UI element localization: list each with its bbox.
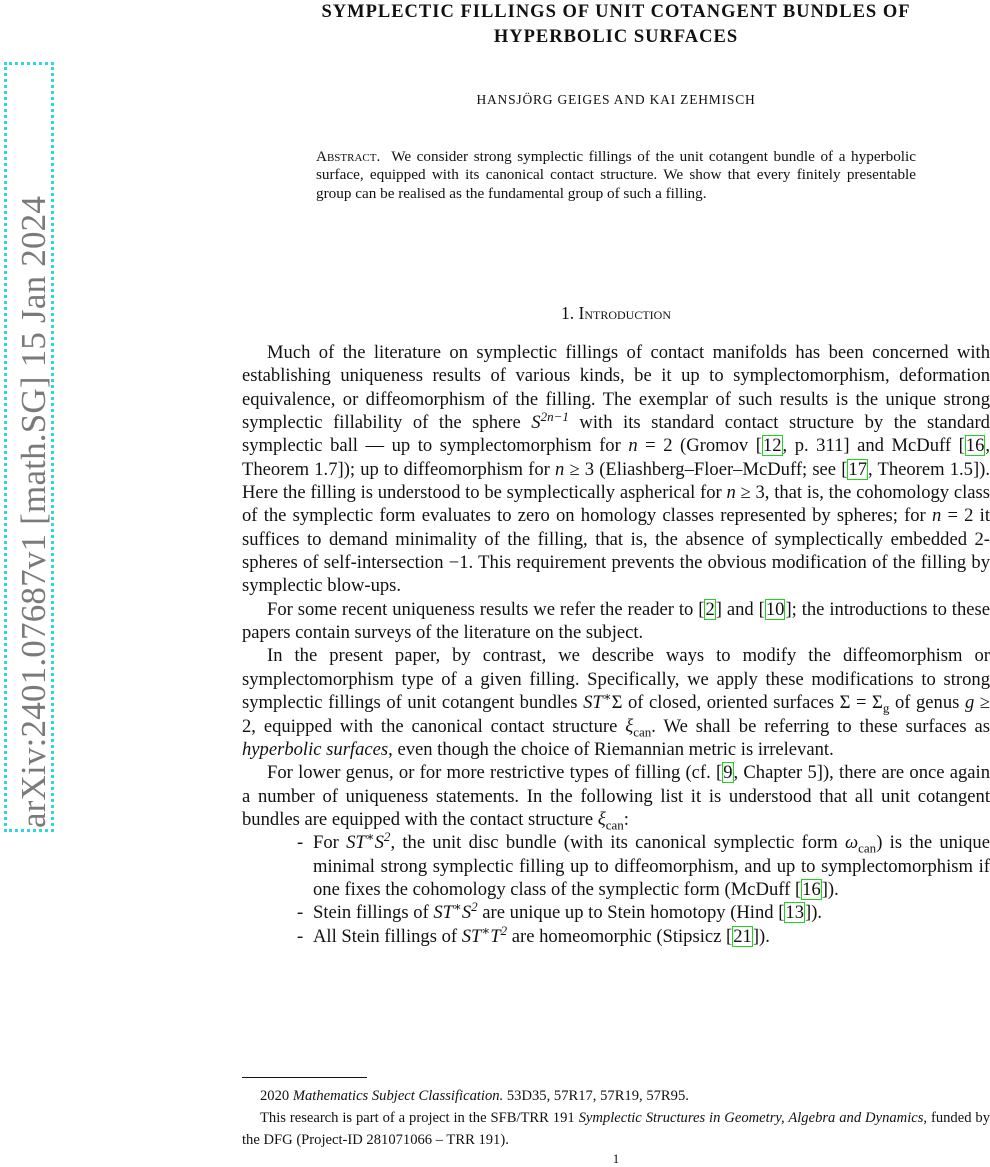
- paragraph: [242, 644, 990, 761]
- citation-link[interactable]: 2: [705, 598, 715, 620]
- abstract-label: Abstract.: [316, 148, 381, 165]
- text-run: This research is part of a project in the SFB/TRR 191: [260, 1110, 579, 1126]
- paragraphs: [242, 341, 990, 831]
- section-heading: [242, 303, 990, 324]
- paragraph: [242, 598, 990, 645]
- footnote: [242, 1085, 990, 1107]
- paragraph: [242, 341, 990, 598]
- text-run: ] and [: [715, 598, 765, 620]
- body-text: [242, 341, 990, 948]
- footnote: [242, 1107, 990, 1151]
- math: S: [531, 412, 541, 434]
- list-item: [313, 831, 990, 901]
- superscript: ∗: [452, 899, 462, 915]
- text-run: ≥ 2, equipped with the canonical contact structure: [242, 692, 990, 737]
- citation-link[interactable]: 16: [965, 435, 985, 457]
- subscript: can: [633, 724, 652, 740]
- math: ST: [346, 832, 366, 854]
- arxiv-stamp-frame: [4, 62, 54, 832]
- paper-title: [242, 0, 990, 50]
- text-run: , the unit disc bundle (with its canonical symplectic form: [390, 832, 845, 854]
- superscript: 2: [471, 899, 478, 915]
- subscript: can: [605, 817, 624, 833]
- text-run: Σ of closed, oriented surfaces Σ = Σ: [611, 692, 883, 714]
- superscript: 2n−1: [540, 408, 569, 424]
- title-line-1: SYMPLECTIC FILLINGS OF UNIT COTANGENT BUNDLES OF: [321, 2, 911, 22]
- superscript: ∗: [602, 688, 612, 704]
- text-run: , p. 311] and McDuff [: [782, 435, 965, 457]
- math: n: [726, 482, 736, 504]
- footnotes: [242, 1085, 990, 1151]
- citation-link[interactable]: 17: [848, 458, 867, 480]
- math: T: [490, 925, 501, 947]
- text-run: , Theorem 1.5]). Here the filling is understood to be symplectically aspherical for: [242, 458, 990, 504]
- text-run: ]).: [752, 925, 770, 947]
- superscript: 2: [383, 829, 391, 845]
- citation-link[interactable]: 21: [733, 925, 752, 947]
- text-run: , Chapter 5]), there are once again a number of uniqueness statements. In the following list it is understood that all unit cotangent bundles are equipped with the contact structure: [242, 762, 990, 830]
- abstract: [316, 148, 916, 203]
- text-run: 53D35, 57R17, 57R19, 57R95.: [503, 1088, 689, 1104]
- paragraph: [242, 761, 990, 831]
- text-run: ) is the unique minimal strong symplectic filling up to diffeomorphism, and up to symplectomorphism if one fixes the cohomology class of the symplectic form (McDuff [: [313, 832, 990, 900]
- text-run: = 2 (Gromov [: [637, 435, 762, 457]
- list-item: [313, 922, 990, 948]
- citation-link[interactable]: 16: [802, 878, 821, 900]
- superscript: 2: [500, 922, 508, 938]
- math: ST: [461, 925, 482, 947]
- citation-link[interactable]: 12: [762, 435, 782, 457]
- text-run: Much of the literature on symplectic fillings of contact manifolds has been concerned with establishing uniqueness results of various kinds, be it up to symplectomorphism, deformation equivalence, or diffeomorphism of the filling. The exemplar of such results is the unique strong symplectic fillability of the sphere: [242, 342, 990, 434]
- text-run: , even though the choice of Riemannian metric is irrelevant.: [388, 738, 834, 760]
- text-run: ≥ 3, that is, the cohomology class of the symplectic form evaluates to zero on homology classes represented by spheres; for: [242, 482, 990, 527]
- math: ω: [844, 832, 859, 854]
- page-number: 1: [612, 1151, 620, 1166]
- text-run: For some recent uniqueness results we refer the reader to [: [267, 598, 705, 620]
- math: S: [461, 902, 472, 924]
- authors: HANSJÖRG GEIGES AND KAI ZEHMISCH: [476, 92, 756, 107]
- text-run: of genus: [889, 692, 965, 714]
- text-run: are homeomorphic (Stipsicz [: [507, 925, 733, 947]
- text-run: ≥ 3 (Eliashberg–Floer–McDuff; see [: [564, 458, 848, 480]
- superscript: ∗: [481, 922, 491, 938]
- text-run: , Theorem 1.7]); up to diffeomorphism for: [242, 435, 990, 480]
- math: ξ: [625, 715, 634, 737]
- math: ST: [583, 692, 603, 714]
- arxiv-stamp: arXiv:2401.07687v1 [math.SG] 15 Jan 2024: [14, 195, 53, 829]
- subscript: g: [882, 700, 890, 716]
- citation-link[interactable]: 13: [785, 902, 805, 924]
- section-title: 1. Introduction: [561, 303, 671, 323]
- text-run: All Stein fillings of: [313, 925, 462, 947]
- text-run: are unique up to Stein homotopy (Hind [: [477, 902, 785, 924]
- uniqueness-list: [242, 831, 990, 948]
- abstract-text: We consider strong symplectic fillings of the unit cotangent bundle of a hyperbolic surface, equipped with its canonical contact structure. We show that every finitely presentable group can be realised as the fundamental group of such a filling.: [316, 148, 916, 202]
- citation-link[interactable]: 9: [723, 762, 733, 784]
- superscript: ∗: [365, 829, 375, 845]
- math: n: [628, 435, 638, 457]
- text-run: = 2 it suffices to demand minimality of the filling, that is, the absence of symplectically embedded 2-spheres of self-intersection −1. This requirement prevents the obvious modification of the filling by symplectic blow-ups.: [242, 505, 990, 597]
- emphasis: Mathematics Subject Classification.: [292, 1088, 504, 1104]
- emphasis: Symplectic Structures in Geometry, Algebra and Dynamics: [578, 1110, 924, 1126]
- text-run: , funded by the DFG (Project-ID 281071066 – TRR 191).: [242, 1110, 990, 1148]
- emphasis: hyperbolic surfaces: [242, 738, 389, 760]
- math: ξ: [597, 808, 606, 830]
- math: ST: [433, 902, 453, 924]
- text-run: For: [313, 832, 347, 854]
- title-line-2: HYPERBOLIC SURFACES: [493, 27, 739, 47]
- text-run: Stein fillings of: [313, 902, 434, 924]
- math: S: [374, 832, 384, 854]
- text-run: ]; the introductions to these papers contain surveys of the literature on the subject.: [242, 598, 990, 644]
- text-run: ]).: [805, 902, 823, 924]
- text-run: 2020: [260, 1088, 293, 1104]
- math: g: [964, 692, 975, 714]
- footnote-rule: [242, 1077, 367, 1078]
- citation-link[interactable]: 10: [765, 598, 785, 620]
- math: n: [555, 458, 565, 480]
- text-run: In the present paper, by contrast, we describe ways to modify the diffeomorphism or symplectomorphism type of a given filling. Specifically, we apply these modifications to strong symplectic fillings of unit cotangent bundles: [242, 645, 990, 714]
- text-run: with its standard contact structure by the standard symplectic ball — up to symplectomorphism for: [242, 412, 990, 457]
- text-run: ]).: [821, 878, 839, 900]
- text-run: . We shall be referring to these surfaces as: [651, 715, 990, 737]
- text-run: For lower genus, or for more restrictive types of filling (cf. [: [267, 762, 723, 784]
- list-item: [313, 901, 990, 924]
- subscript: can: [858, 840, 877, 856]
- math: n: [931, 505, 942, 527]
- text-run: :: [623, 808, 629, 830]
